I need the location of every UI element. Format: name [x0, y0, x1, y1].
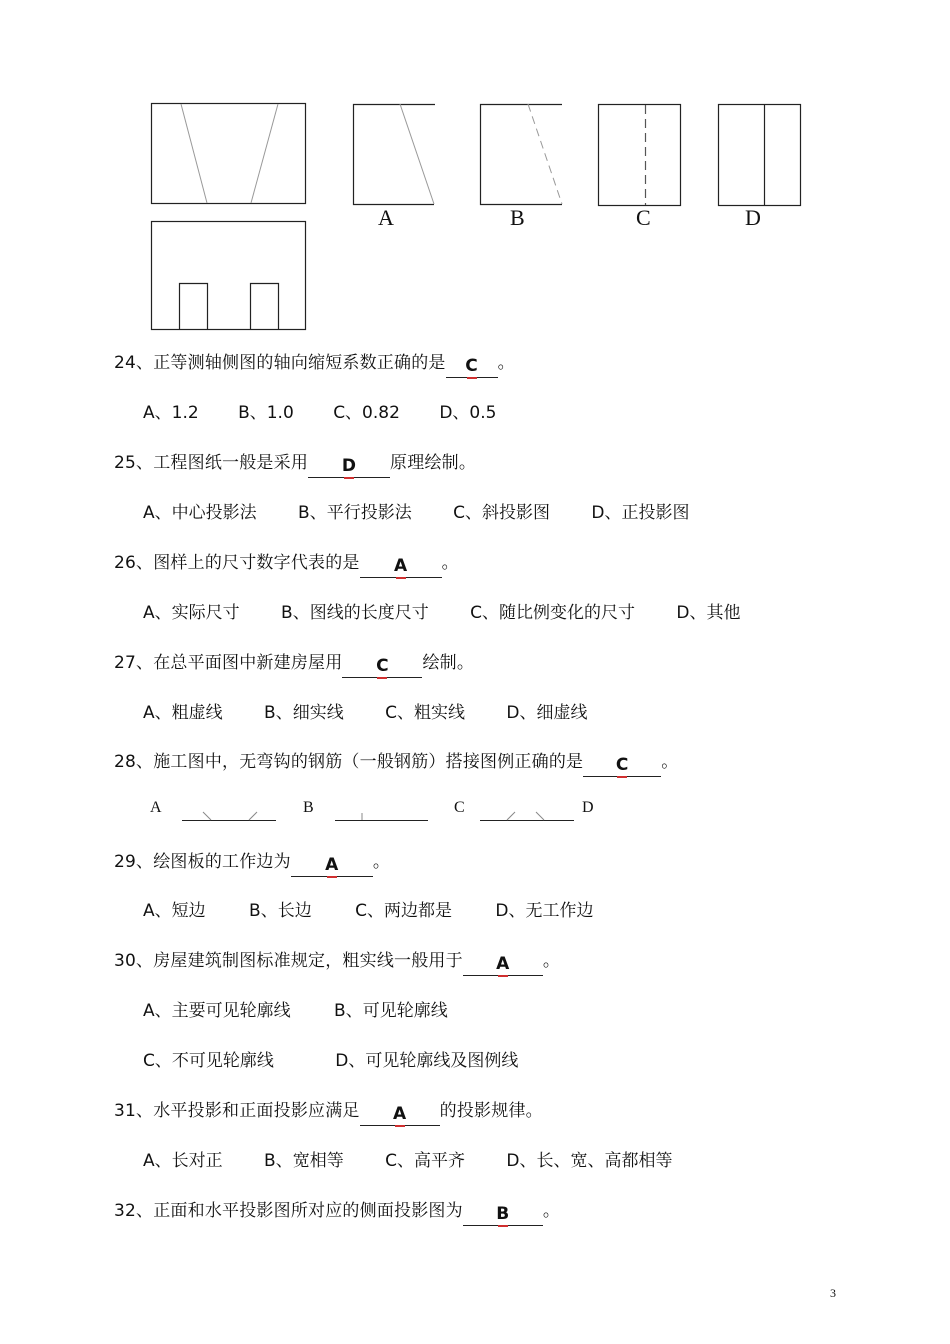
option-c: C、粗实线 [385, 703, 465, 723]
options-31 [143, 1146, 673, 1171]
option-d: D、无工作边 [495, 901, 594, 921]
answer-text: A [496, 954, 510, 974]
answer-blank [291, 854, 373, 877]
option-c: C、随比例变化的尺寸 [470, 603, 635, 623]
option-b: B、可见轮廓线 [334, 1001, 448, 1021]
option-d: D、细虚线 [506, 703, 588, 723]
answer-blank [342, 655, 422, 678]
question-26 [114, 548, 459, 578]
question-text: 27、在总平面图中新建房屋用 [114, 653, 343, 673]
answer-text: A [325, 855, 339, 875]
question-28 [114, 747, 678, 777]
question-suffix: 原理绘制。 [390, 453, 477, 473]
option-a-drawing [354, 104, 436, 205]
top-view-drawing [152, 222, 306, 330]
rebar-slash-c-left [507, 812, 515, 820]
projection-drawings [0, 0, 950, 340]
answer-blank [360, 555, 442, 578]
answer-text: C [376, 656, 389, 676]
question-32 [114, 1196, 560, 1226]
option-c: C [454, 799, 465, 816]
option-b: B [303, 799, 314, 816]
option-a: A、短边 [143, 901, 206, 921]
option-d: D、正投影图 [591, 503, 690, 523]
answer-text: A [392, 1104, 407, 1124]
question-suffix: 。 [542, 1201, 561, 1221]
options-27 [143, 698, 588, 723]
question-25 [114, 448, 476, 478]
question-suffix: 绘制。 [422, 653, 475, 673]
question-text: 26、图样上的尺寸数字代表的是 [114, 553, 360, 573]
question-30 [114, 946, 560, 976]
answer-blank [360, 1103, 440, 1126]
option-a: A、主要可见轮廓线 [143, 1001, 291, 1021]
options-25 [143, 498, 690, 523]
question-suffix: 。 [497, 353, 515, 373]
rebar-hook-a-right [249, 812, 257, 820]
question-text: 25、工程图纸一般是采用 [114, 453, 309, 473]
option-a: A、粗虚线 [143, 703, 223, 723]
rebar-slash-c-right [536, 812, 544, 820]
question-text: 32、正面和水平投影图所对应的侧面投影图为 [114, 1201, 463, 1221]
option-a: A [150, 799, 162, 816]
answer-text: D [341, 456, 357, 476]
options-24 [143, 398, 496, 423]
option-d-label: D [745, 205, 761, 230]
answer-text: C [615, 755, 629, 775]
options-30-row1 [143, 996, 448, 1021]
question-text: 31、水平投影和正面投影应满足 [114, 1101, 360, 1121]
question-suffix: 的投影规律。 [439, 1101, 543, 1121]
answer-blank [463, 953, 543, 976]
option-b: B、1.0 [238, 403, 294, 423]
question-24 [114, 348, 515, 378]
option-b: B、细实线 [264, 703, 344, 723]
option-d-drawing [719, 105, 801, 206]
question-suffix: 。 [542, 951, 561, 971]
option-a: A、实际尺寸 [143, 603, 240, 623]
answer-blank [446, 355, 498, 378]
option-b: B、宽相等 [264, 1151, 344, 1171]
option-c: C、高平齐 [385, 1151, 465, 1171]
options-29 [143, 896, 594, 921]
option-c-label: C [636, 205, 651, 230]
option-c: C、不可见轮廓线 [143, 1051, 274, 1071]
question-29 [114, 847, 390, 877]
options-26 [143, 598, 741, 623]
option-b-label: B [510, 205, 525, 230]
question-27 [114, 648, 474, 678]
option-d: D、长、宽、高都相等 [506, 1151, 673, 1171]
question-31 [114, 1096, 543, 1126]
answer-text: A [393, 556, 408, 576]
option-c: C、两边都是 [355, 901, 452, 921]
question-text: 29、绘图板的工作边为 [114, 852, 291, 872]
option-c: C、0.82 [333, 403, 400, 423]
option-b: B、图线的长度尺寸 [281, 603, 429, 623]
option-b: B、长边 [249, 901, 312, 921]
question-suffix: 。 [441, 553, 459, 573]
option-b: B、平行投影法 [298, 503, 412, 523]
option-a: A、1.2 [143, 403, 199, 423]
option-a: A、中心投影法 [143, 503, 257, 523]
option-a-label: A [378, 205, 394, 230]
options-30-row2 [143, 1046, 518, 1071]
answer-text: B [496, 1204, 510, 1224]
answer-blank [463, 1203, 543, 1226]
option-d: D [582, 799, 594, 816]
answer-text: C [465, 356, 478, 376]
option-d: D、0.5 [439, 403, 497, 423]
option-c-drawing [599, 105, 681, 206]
rebar-hook-a-left [203, 812, 211, 820]
question-text: 30、房屋建筑制图标准规定，粗实线一般用于 [114, 951, 463, 971]
question-text: 24、正等测轴侧图的轴向缩短系数正确的是 [114, 353, 446, 373]
front-view-drawing [152, 104, 306, 204]
option-a: A、长对正 [143, 1151, 223, 1171]
question-text: 28、施工图中，无弯钩的钢筋（一般钢筋）搭接图例正确的是 [114, 752, 584, 772]
option-d: D、可见轮廓线及图例线 [335, 1051, 519, 1071]
option-b-drawing [481, 104, 563, 205]
question-suffix: 。 [661, 752, 679, 772]
option-d: D、其他 [676, 603, 741, 623]
option-c: C、斜投影图 [453, 503, 550, 523]
question-suffix: 。 [372, 852, 391, 872]
answer-blank [583, 754, 661, 777]
page-number: 3 [830, 1286, 836, 1300]
answer-blank [308, 455, 390, 478]
